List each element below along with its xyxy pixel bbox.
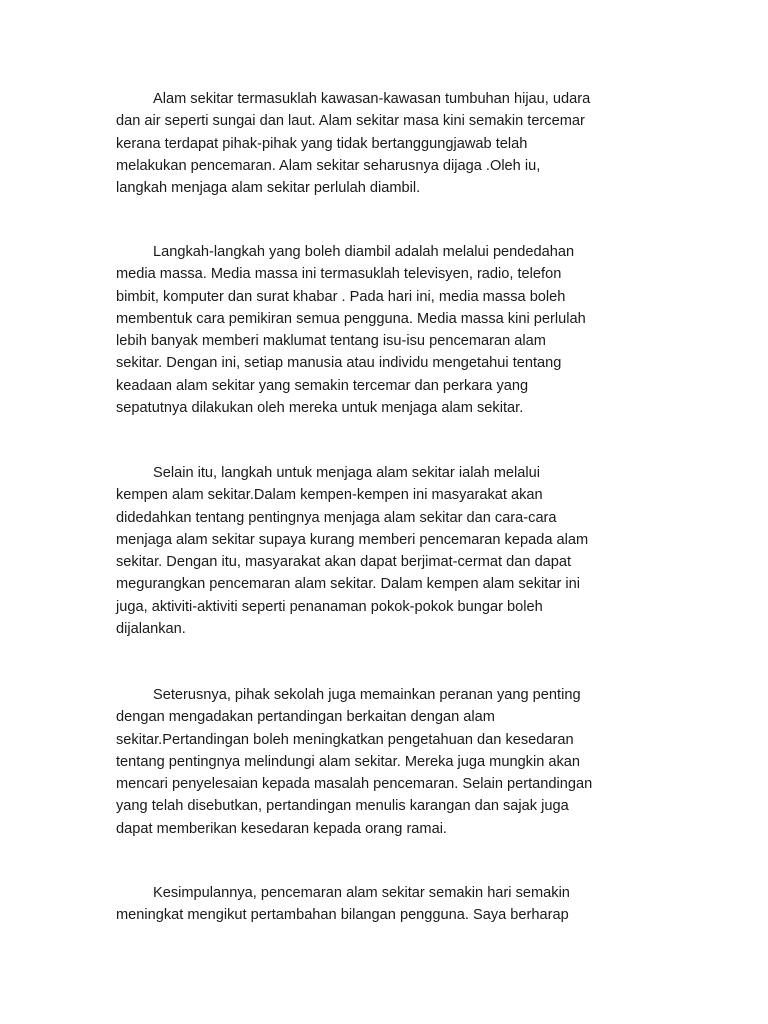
paragraph-line: didedahkan tentang pentingnya menjaga alam sekitar dan cara-cara — [116, 509, 557, 526]
paragraph-media-massa — [116, 241, 656, 419]
paragraph-line: meningkat mengikut pertambahan bilangan pengguna. Saya berharap — [116, 907, 569, 924]
paragraph-line: dan air seperti sungai dan laut. Alam sekitar masa kini semakin tercemar — [116, 113, 585, 130]
paragraph-line: juga, aktiviti-aktiviti seperti penanaman pokok-pokok bungar boleh — [116, 598, 543, 615]
paragraph-kempen — [116, 462, 656, 640]
paragraph-line: sekitar.Pertandingan boleh meningkatkan pengetahuan dan kesedaran — [116, 731, 574, 748]
paragraph-line: sekitar. Dengan ini, setiap manusia atau individu mengetahui tentang — [116, 355, 562, 372]
paragraph-line: Alam sekitar termasuklah kawasan-kawasan tumbuhan hijau, udara — [153, 91, 591, 107]
paragraph-line: megurangkan pencemaran alam sekitar. Dalam kempen alam sekitar ini — [116, 576, 580, 593]
paragraph-line: keadaan alam sekitar yang semakin tercemar dan perkara yang — [116, 377, 529, 394]
paragraph-line: Langkah-langkah yang boleh diambil adalah melalui pendedahan — [153, 244, 575, 260]
paragraph-line: membentuk cara pemikiran semua pengguna. Media massa kini perlulah — [116, 310, 586, 327]
paragraph-line: langkah menjaga alam sekitar perlulah diambil. — [116, 180, 421, 197]
paragraph-line: kempen alam sekitar.Dalam kempen-kempen ini masyarakat akan — [116, 487, 543, 504]
paragraph-line: menjaga alam sekitar supaya kurang memberi pencemaran kepada alam — [116, 531, 589, 548]
paragraph-line: dengan mengadakan pertandingan berkaitan dengan alam — [116, 709, 495, 726]
paragraph-line: lebih banyak memberi maklumat tentang isu-isu pencemaran alam — [116, 333, 546, 350]
paragraph-line: sepatutnya dilakukan oleh mereka untuk menjaga alam sekitar. — [116, 400, 524, 417]
paragraph-line: yang telah disebutkan, pertandingan menulis karangan dan sajak juga — [116, 798, 569, 815]
paragraph-line: Selain itu, langkah untuk menjaga alam sekitar ialah melalui — [153, 465, 540, 481]
paragraph-line: tentang pentingnya melindungi alam sekitar. Mereka juga mungkin akan — [116, 753, 581, 770]
paragraph-line: mencari penyelesaian kepada masalah pencemaran. Selain pertandingan — [116, 776, 593, 793]
paragraph-line: bimbit, komputer dan surat khabar . Pada hari ini, media massa boleh — [116, 288, 566, 305]
paragraph-kesimpulan — [116, 882, 656, 927]
paragraph-line: dapat memberikan kesedaran kepada orang ramai. — [116, 820, 447, 837]
paragraph-line: melakukan pencemaran. Alam sekitar seharusnya dijaga .Oleh iu, — [116, 157, 541, 174]
paragraph-line: Seterusnya, pihak sekolah juga memainkan peranan yang penting — [153, 687, 581, 703]
paragraph-sekolah — [116, 684, 656, 840]
paragraph-line: dijalankan. — [116, 621, 186, 638]
paragraph-introduction — [116, 88, 656, 199]
paragraph-line: Kesimpulannya, pencemaran alam sekitar semakin hari semakin — [153, 885, 570, 901]
paragraph-line: sekitar. Dengan itu, masyarakat akan dapat berjimat-cermat dan dapat — [116, 554, 572, 571]
paragraph-line: kerana terdapat pihak-pihak yang tidak bertanggungjawab telah — [116, 135, 528, 152]
paragraph-line: media massa. Media massa ini termasuklah televisyen, radio, telefon — [116, 266, 562, 283]
